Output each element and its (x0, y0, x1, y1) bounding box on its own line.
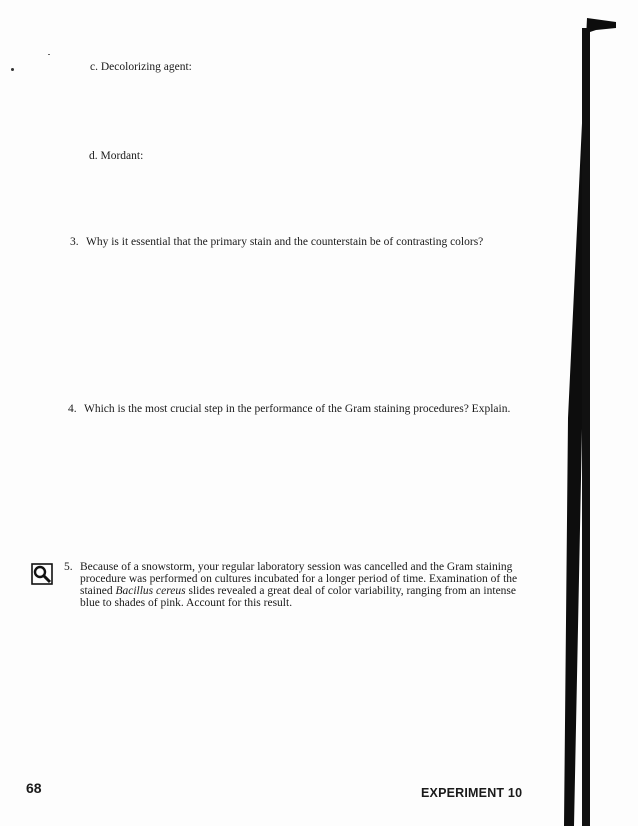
question-3-number: 3. (70, 236, 79, 248)
question-5-text-a: Because of a snowstorm, your regular laboratory session was cancelled and the Gram staining procedure was performed on cultures incubated for a longer period of time. Examination of the stained (80, 561, 518, 597)
magnifier-icon (31, 563, 53, 585)
page-number: 68 (26, 780, 42, 796)
question-5-text (80, 561, 520, 609)
question-5-number: 5. (64, 561, 73, 573)
question-4-number: 4. (68, 403, 77, 415)
question-5-organism: Bacillus cereus (115, 585, 186, 597)
question-3-text: Why is it essential that the primary stain and the counterstain be of contrasting colors? (86, 236, 484, 248)
page-speck (11, 68, 14, 71)
experiment-label: EXPERIMENT 10 (421, 786, 523, 800)
question-4-text: Which is the most crucial step in the performance of the Gram staining procedures? Explain. (84, 403, 511, 415)
item-d-mordant: d. Mordant: (89, 150, 144, 162)
page-speck (48, 54, 50, 55)
item-c-decolorizing-agent: c. Decolorizing agent: (90, 61, 192, 73)
question-5-text-b: slides revealed a great deal of color variability, ranging from an intense blue to shades of pink. Account for this result. (80, 585, 516, 609)
binding-edge-shadow (560, 18, 620, 826)
